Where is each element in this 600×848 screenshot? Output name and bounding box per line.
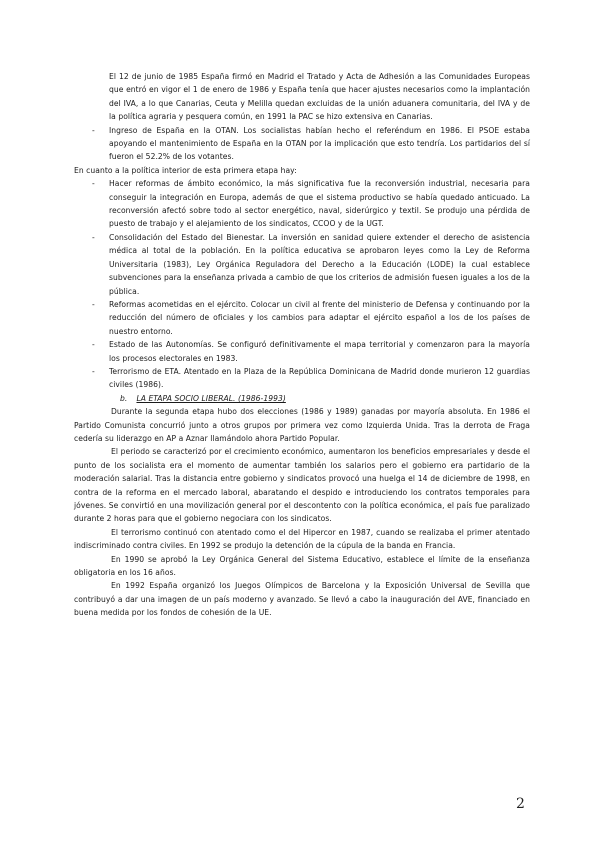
list-item-text: Estado de las Autonomías. Se configuró definitivamente el mapa territorial y comenzaron para la mayoría los procesos electorales en 1983.	[109, 340, 530, 363]
lead-line: En cuanto a la política interior de esta primera etapa hay:	[74, 165, 297, 175]
intro-paragraph: El 12 de junio de 1985 España firmó en Madrid el Tratado y Acta de Adhesión a las Comunidades Europeas que entró en vigor el 1 de enero de 1986 y España tenía que hacer ajustes necesarios como la implantación del IVA, a lo que Canarias, Ceuta y Melilla quedan excluidas de la unión aduanera comunitaria, del IVA y de la política agraria y pesquera común, en 1991 la PAC se hizo extensiva en Canarias.	[109, 72, 530, 122]
dash-bullet: -	[92, 232, 95, 242]
body-paragraph: En 1990 se aprobó la Ley Orgánica General del Sistema Educativo, establece el límite de la enseñanza obligatoria en los 16 años.	[74, 554, 530, 578]
page-number: 2	[516, 796, 525, 812]
list-item-text: Ingreso de España en la OTAN. Los socialistas habían hecho el referéndum en 1986. El PSOE estaba apoyando el mantenimiento de España en la OTAN por la implicación que esto tendría. Los partidarios del sí fueron el 52.2% de los votantes.	[109, 125, 530, 162]
list-item	[74, 231, 530, 298]
page-body	[74, 70, 530, 620]
body-paragraph: El terrorismo continuó con atentado como el del Hipercor en 1987, cuando se realizaba el primer atentado indiscriminado contra civiles. En 1992 se produjo la detención de la cúpula de la banda en Francia.	[74, 527, 530, 551]
body-paragraph: Durante la segunda etapa hubo dos elecciones (1986 y 1989) ganadas por mayoría absoluta. En 1986 el Partido Comunista concurrió junto a otros grupos por primera vez como Izquierda Unida. Tras la derrota de Fraga cedería su liderazgo en AP a Aznar llamándolo ahora Partido Popular.	[74, 407, 530, 443]
section-letter: b.	[120, 393, 128, 403]
list-item	[74, 124, 530, 164]
list-item	[74, 365, 530, 392]
domestic-policy-list	[74, 177, 530, 392]
list-item-text: Terrorismo de ETA. Atentado en la Plaza de la República Dominicana de Madrid donde murieron 12 guardias civiles (1986).	[109, 366, 530, 390]
body-paragraph: En 1992 España organizó los Juegos Olímpicos de Barcelona y la Exposición Universal de Sevilla que contribuyó a dar una imagen de un país moderno y avanzado. Se llevó a cabo la inauguración del AVE, financiado en buena medida por los fondos de cohesión de la UE.	[74, 581, 530, 618]
section-title: LA ETAPA SOCIO LIBERAL. (1986-1993)	[136, 393, 286, 403]
section-heading	[74, 392, 530, 405]
list-item	[74, 338, 530, 365]
foreign-policy-list	[74, 124, 530, 164]
dash-bullet: -	[92, 340, 95, 350]
dash-bullet: -	[92, 125, 95, 135]
list-item-text: Consolidación del Estado del Bienestar. La inversión en sanidad quiere extender el derecho de asistencia médica al total de la población. En la política educativa se aprobaron leyes como la Ley de Reforma Universitaria (1983), Ley Orgánica Reguladora del Derecho a la Educación (LODE) la cual establece subvenciones para la enseñanza privada a cambio de que los criterios de admisión fuesen iguales a los de la pública.	[109, 232, 530, 296]
dash-bullet: -	[92, 299, 95, 309]
body-paragraph: El periodo se caracterizó por el crecimiento económico, aumentaron los beneficios empresariales y desde el punto de los socialista era el momento de aumentar también los salarios pero el gobierno era partidario de la moderación salarial. Tras la distancia entre gobierno y sindicatos provocó una huelga el 14 de diciembre de 1998, en contra de la reforma en el mercado laboral, abaratando el despido e introduciendo los contratos temporales para jóvenes. Se convirtió en una movilización general por el descontento con la política económica, el país fue paralizado durante 2 horas para que el gobierno negociara con los sindicatos.	[74, 447, 530, 524]
list-item	[74, 298, 530, 338]
list-item-text: Reformas acometidas en el ejército. Colocar un civil al frente del ministerio de Defensa y continuando por la reducción del número de oficiales y los cambios para adaptar el ejército español a los de los países de nuestro entorno.	[109, 299, 530, 336]
dash-bullet: -	[92, 179, 95, 189]
list-item-text: Hacer reformas de ámbito económico, la más significativa fue la reconversión industrial, necesaria para conseguir la integración en Europa, además de que el sistema productivo se había quedado anticuado. La reconversión afectó sobre todo al sector energético, naval, siderúrgico y textil. Se produjo una pérdida de puesto de trabajo y el alejamiento de los sindicatos, CCOO y de la UGT.	[109, 179, 530, 229]
dash-bullet: -	[92, 366, 95, 376]
list-item	[74, 177, 530, 231]
